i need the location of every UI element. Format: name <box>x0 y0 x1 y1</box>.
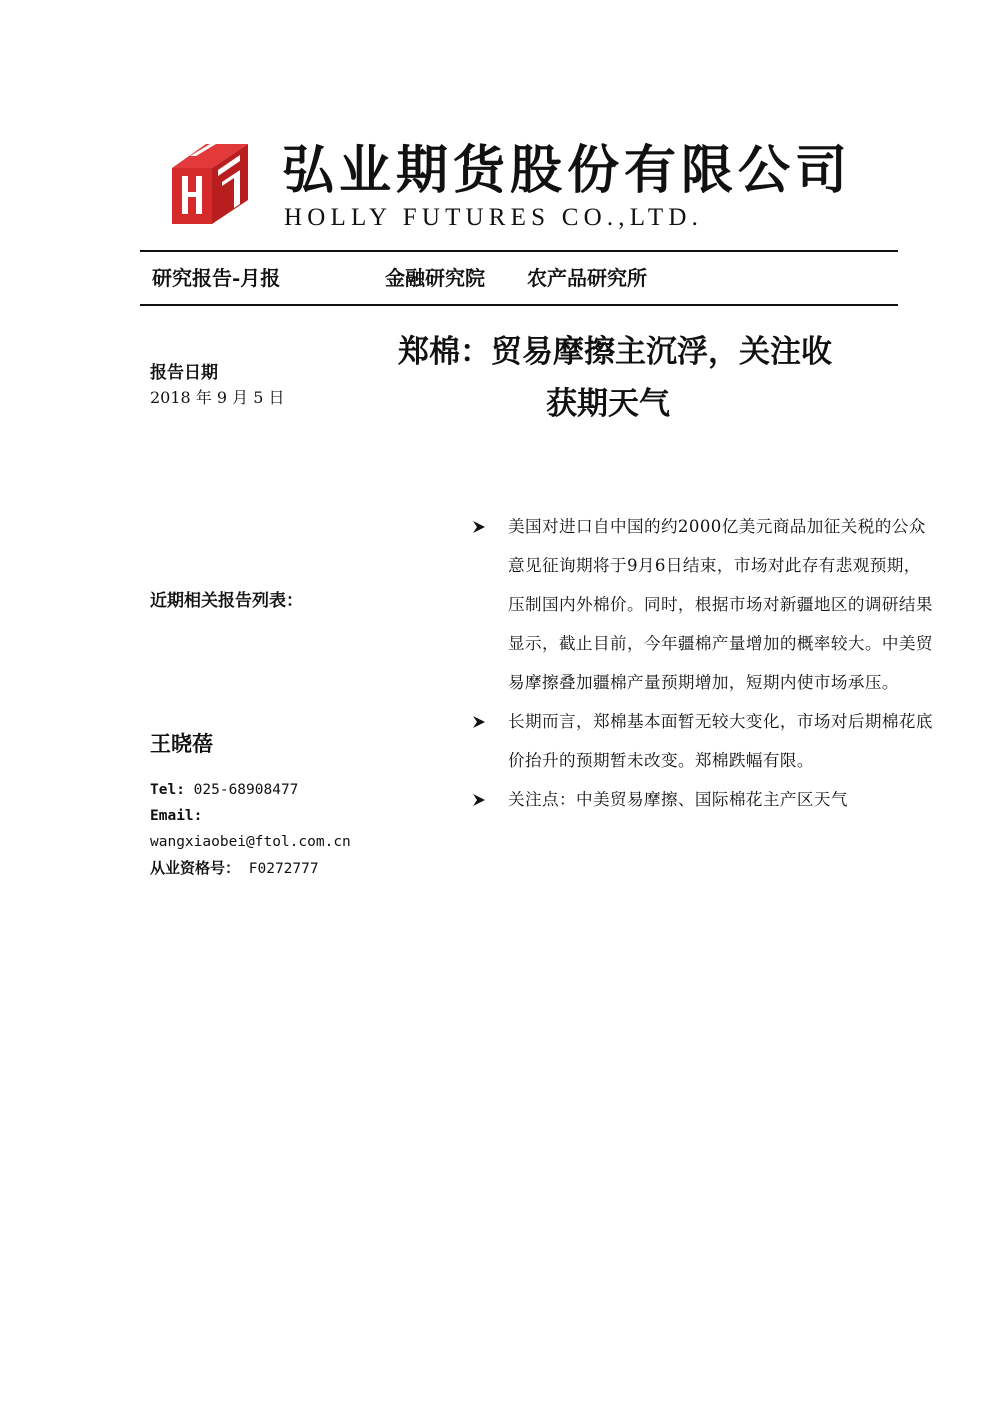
tel-label: Tel: <box>150 782 185 798</box>
header-top-rule <box>140 250 898 252</box>
summary-bullet <box>470 702 936 780</box>
department-name: 金融研究院 <box>385 266 485 290</box>
company-name-cn: 弘业期货股份有限公司 <box>282 140 853 201</box>
summary-bullet <box>470 780 936 819</box>
summary-bullet-text: 长期而言，郑棉基本面暂无较大变化，市场对后期棉花底价抬升的预期暂未改变。郑棉跌幅有限。 <box>508 712 933 770</box>
institute-name: 农产品研究所 <box>527 266 647 290</box>
summary-bullet-text: 关注点：中美贸易摩擦、国际棉花主产区天气 <box>508 790 848 809</box>
report-title-line-2: 获期天气 <box>546 386 670 422</box>
arrow-bullet-icon <box>472 715 486 729</box>
author-email-value: wangxiaobei@ftol.com.cn <box>150 834 351 850</box>
summary-bullets <box>470 507 936 819</box>
report-date-value: 2018 年 9 月 5 日 <box>150 388 285 407</box>
author-name: 王晓蓓 <box>150 731 213 756</box>
author-certificate <box>150 857 319 880</box>
cert-value: F0272777 <box>248 861 319 877</box>
arrow-bullet-icon <box>472 793 486 807</box>
report-date-label: 报告日期 <box>150 363 218 383</box>
report-type: 研究报告-月报 <box>152 266 281 290</box>
author-email-label-line <box>150 805 202 827</box>
summary-bullet-text: 美国对进口自中国的约2000亿美元商品加征关税的公众意见征询期将于9月6日结束，市场对此存有悲观预期，压制国内外棉价。同时，根据市场对新疆地区的调研结果显示，截止目前，今年疆棉产量增加的概率较大。中美贸易摩擦叠加疆棉产量预期增加，短期内使市场承压。 <box>508 517 933 692</box>
holly-logo-icon <box>170 142 250 226</box>
cert-label: 从业资格号： <box>150 859 241 877</box>
tel-value: 025-68908477 <box>193 782 299 798</box>
related-reports-label: 近期相关报告列表： <box>150 591 303 611</box>
email-label: Email: <box>150 808 203 824</box>
report-title-line-1: 郑棉：贸易摩擦主沉浮，关注收 <box>398 334 832 370</box>
header-bottom-rule <box>140 304 898 306</box>
arrow-bullet-icon <box>472 520 486 534</box>
company-name-en: HOLLY FUTURES CO.,LTD. <box>284 204 704 231</box>
summary-bullet <box>470 507 936 702</box>
author-tel <box>150 779 298 801</box>
